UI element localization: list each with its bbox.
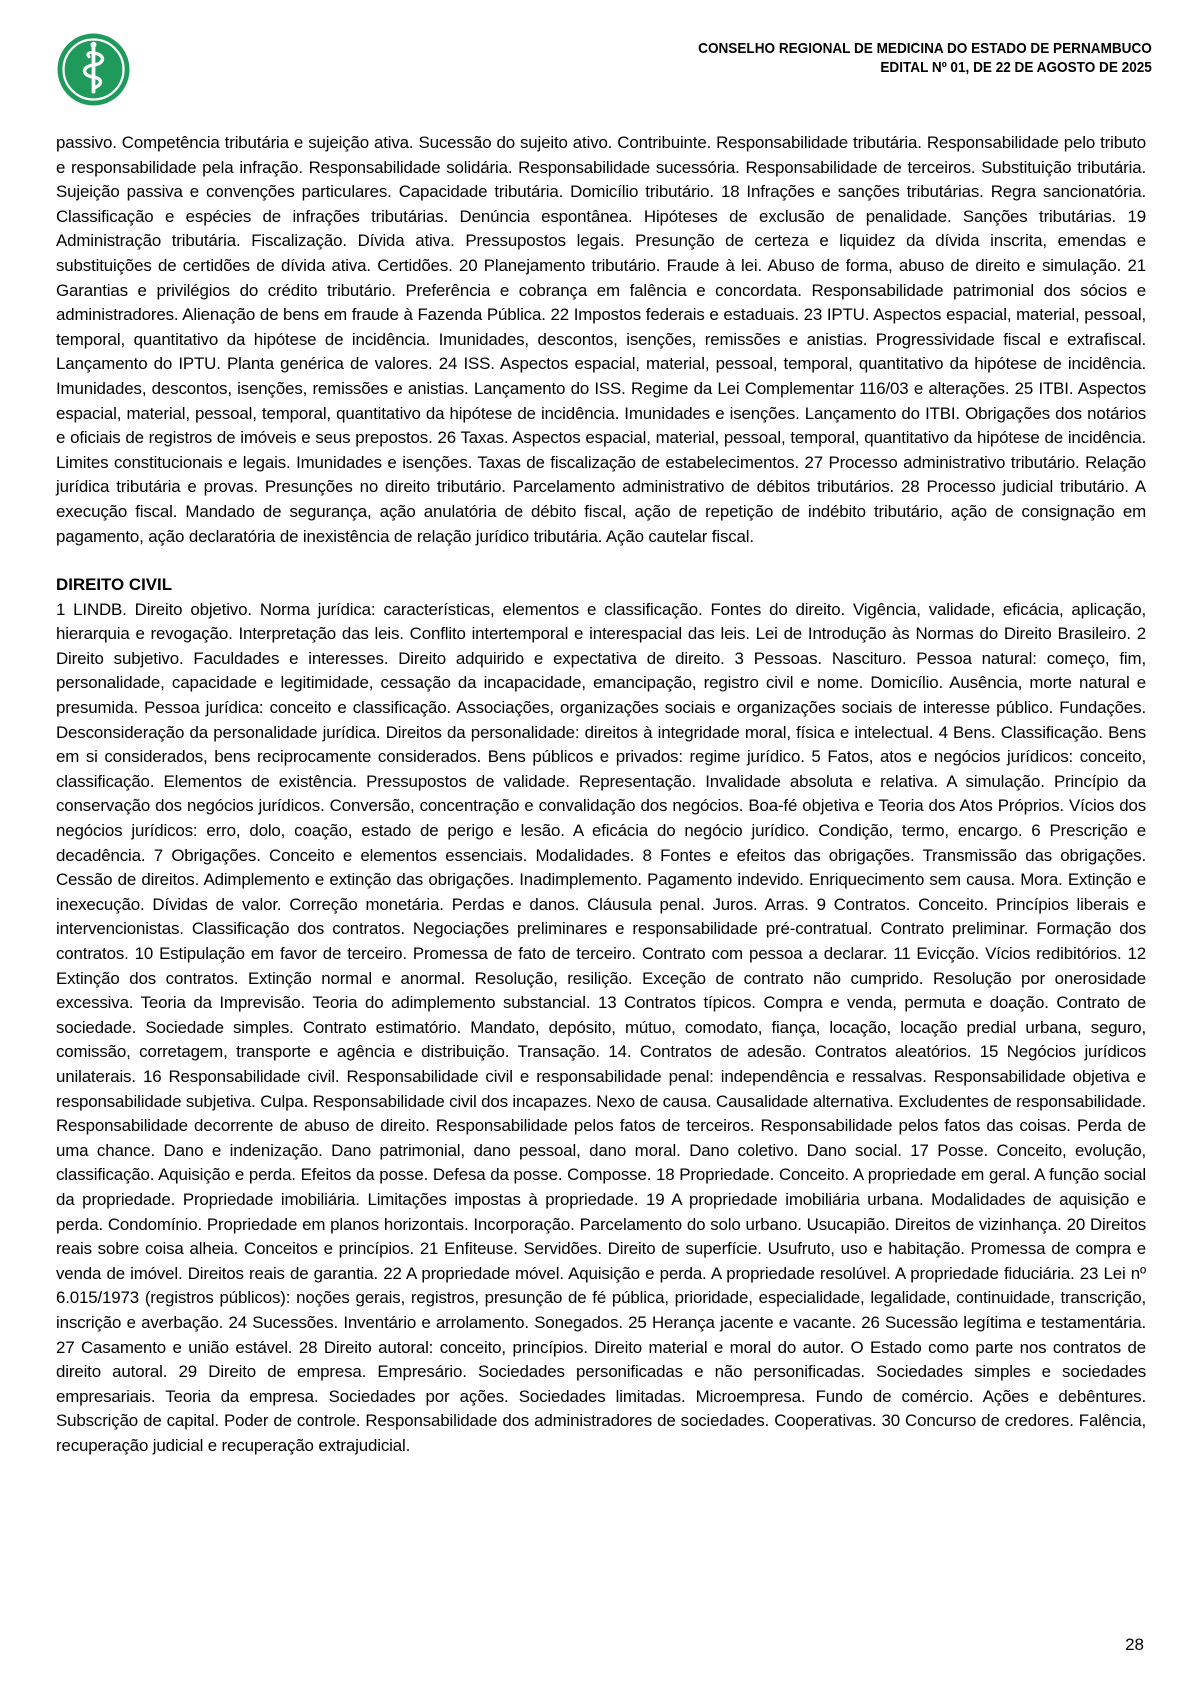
tax-law-continuation-paragraph: passivo. Competência tributária e sujeição ativa. Sucessão do sujeito ativo. Contribuinte. Responsabilidade tributária. Responsabilidade pelo tributo e responsabilidade pela infração. Responsabilidade solidária. Responsabilidade sucessória. Responsabilidade de terceiros. Substituição tributária. Sujeição passiva e convenções particulares. Capacidade tributária. Domicílio tributário. 18 Infrações e sanções tributárias. Regra sancionatória. Classificação e espécies de infrações tributárias. Denúncia espontânea. Hipóteses de exclusão de penalidade. Sanções tributárias. 19 Administração tributária. Fiscalização. Dívida ativa. Pressupostos legais. Presunção de certeza e liquidez da dívida inscrita, emendas e substituições de certidões de dívida ativa. Certidões. 20 Planejamento tributário. Fraude à lei. Abuso de forma, abuso de direito e simulação. 21 Garantias e privilégios do crédito tributário. Preferência e cobrança em falência e concordata. Responsabilidade patrimonial dos sócios e administradores. Alienação de bens em fraude à Fazenda Pública. 22 Impostos federais e estaduais. 23 IPTU. Aspectos espacial, material, pessoal, temporal, quantitativo da hipótese de incidência. Imunidades, descontos, isenções, remissões e anistias. Progressividade fiscal e extrafiscal. Lançamento do IPTU. Planta genérica de valores. 24 ISS. Aspectos espacial, material, pessoal, temporal, quantitativo da hipótese de incidência. Imunidades, descontos, isenções, remissões e anistias. Lançamento do ISS. Regime da Lei Complementar 116/03 e alterações. 25 ITBI. Aspectos espacial, material, pessoal, temporal, quantitativo da hipótese de incidência. Imunidades e isenções. Lançamento do ITBI. Obrigações dos notários e oficiais de registros de imóveis e seus prepostos. 26 Taxas. Aspectos espacial, material, pessoal, temporal, quantitativo da hipótese de incidência. Limites constitucionais e legais. Imunidades e isenções. Taxas de fiscalização de estabelecimentos. 27 Processo administrativo tributário. Relação jurídica tributária e provas. Presunções no direito tributário. Parcelamento administrativo de débitos tributários. 28 Processo judicial tributário. A execução fiscal. Mandado de segurança, ação anulatória de débito fiscal, ação de repetição de indébito tributário, ação de consignação em pagamento, ação declaratória de inexistência de relação jurídico tributária. Ação cautelar fiscal.: [56, 133, 1146, 546]
civil-law-paragraph: 1 LINDB. Direito objetivo. Norma jurídica: características, elementos e classificação. Fontes do direito. Vigência, validade, eficácia, aplicação, hierarquia e revogação. Interpretação das leis. Conflito intertemporal e interespacial das leis. Lei de Introdução às Normas do Direito Brasileiro. 2 Direito subjetivo. Faculdades e interesses. Direito adquirido e expectativa de direito. 3 Pessoas. Nascituro. Pessoa natural: começo, fim, personalidade, capacidade e legitimidade, cessação da incapacidade, emancipação, registro civil e nome. Domicílio. Ausência, morte natural e presumida. Pessoa jurídica: conceito e classificação. Associações, organizações sociais e organizações sociais de interesse público. Fundações. Desconsideração da personalidade jurídica. Direitos da personalidade: direitos à integridade moral, física e intelectual. 4 Bens. Classificação. Bens em si considerados, bens reciprocamente considerados. Bens públicos e privados: regime jurídico. 5 Fatos, atos e negócios jurídicos: conceito, classificação. Elementos de existência. Pressupostos de validade. Representação. Invalidade absoluta e relativa. A simulação. Princípio da conservação dos negócios jurídicos. Conversão, concentração e convalidação dos negócios. Boa-fé objetiva e Teoria dos Atos Próprios. Vícios dos negócios jurídicos: erro, dolo, coação, estado de perigo e lesão. A eficácia do negócio jurídico. Condição, termo, encargo. 6 Prescrição e decadência. 7 Obrigações. Conceito e elementos essenciais. Modalidades. 8 Fontes e efeitos das obrigações. Transmissão das obrigações. Cessão de direitos. Adimplemento e extinção das obrigações. Inadimplemento. Pagamento indevido. Enriquecimento sem causa. Mora. Extinção e inexecução. Dívidas de valor. Correção monetária. Perdas e danos. Cláusula penal. Juros. Arras. 9 Contratos. Conceito. Princípios liberais e intervencionistas. Classificação dos contratos. Negociações preliminares e responsabilidade pré-contratual. Contrato preliminar. Formação dos contratos. 10 Estipulação em favor de terceiro. Promessa de fato de terceiro. Contrato com pessoa a declarar. 11 Evicção. Vícios redibitórios. 12 Extinção dos contratos. Extinção normal e anormal. Resolução, resilição. Exceção de contrato não cumprido. Resolução por onerosidade excessiva. Teoria da Imprevisão. Teoria do adimplemento substancial. 13 Contratos típicos. Compra e venda, permuta e doação. Contrato de sociedade. Sociedade simples. Contrato estimatório. Mandato, depósito, mútuo, comodato, fiança, locação, locação predial urbana, seguro, comissão, corretagem, transporte e agência e distribuição. Transação. 14. Contratos de adesão. Contratos aleatórios. 15 Negócios jurídicos unilaterais. 16 Responsabilidade civil. Responsabilidade civil e responsabilidade penal: independência e ressalvas. Responsabilidade objetiva e responsabilidade subjetiva. Culpa. Responsabilidade civil dos incapazes. Nexo de causa. Causalidade alternativa. Excludentes de responsabilidade. Responsabilidade decorrente de abuso de direito. Responsabilidade pelos fatos de terceiros. Responsabilidade pelos fatos das coisas. Perda de uma chance. Dano e indenização. Dano patrimonial, dano pessoal, dano moral. Dano coletivo. Dano social. 17 Posse. Conceito, evolução, classificação. Aquisição e perda. Efeitos da posse. Defesa da posse. Composse. 18 Propriedade. Conceito. A propriedade em geral. A função social da propriedade. Propriedade imobiliária. Limitações impostas à propriedade. 19 A propriedade imobiliária urbana. Modalidades de aquisição e perda. Condomínio. Propriedade em planos horizontais. Incorporação. Parcelamento do solo urbano. Usucapião. Direitos de vizinhança. 20 Direitos reais sobre coisa alheia. Conceitos e princípios. 21 Enfiteuse. Servidões. Direito de superfície. Usufruto, uso e habitação. Promessa de compra e venda de imóvel. Direitos reais de garantia. 22 A propriedade móvel. Aquisição e perda. A propriedade resolúvel. A propriedade fiduciária. 23 Lei nº 6.015/1973 (registros públicos): noções gerais, registros, presunção de fé pública, prioridade, especialidade, legalidade, continuidade, transcrição, inscrição e averbação. 24 Sucessões. Inventário e arrolamento. Sonegados. 25 Herança jacente e vacante. 26 Sucessão legítima e testamentária. 27 Casamento e união estável. 28 Direito autoral: conceito, princípios. Direito material e moral do autor. O Estado como parte nos contratos de direito autoral. 29 Direito de empresa. Empresário. Sociedades personificadas e não personificadas. Sociedades simples e sociedades empresariais. Teoria da empresa. Sociedades por ações. Sociedades limitadas. Microempresa. Fundo de comércio. Ações e debêntures. Subscrição de capital. Poder de controle. Responsabilidade dos administradores de sociedades. Cooperativas. 30 Concurso de credores. Falência, recuperação judicial e recuperação extrajudicial.: [56, 599, 1146, 1455]
document-header: [698, 40, 1152, 78]
crm-logo-icon: [56, 32, 131, 107]
section-title-direito-civil: DIREITO CIVIL: [56, 575, 173, 595]
edital-title: EDITAL Nº 01, DE 22 DE AGOSTO DE 2025: [880, 60, 1152, 76]
organization-name: CONSELHO REGIONAL DE MEDICINA DO ESTADO DE PERNAMBUCO: [698, 41, 1152, 57]
document-body: [56, 131, 1146, 1458]
page-number: 28: [1125, 1635, 1144, 1654]
